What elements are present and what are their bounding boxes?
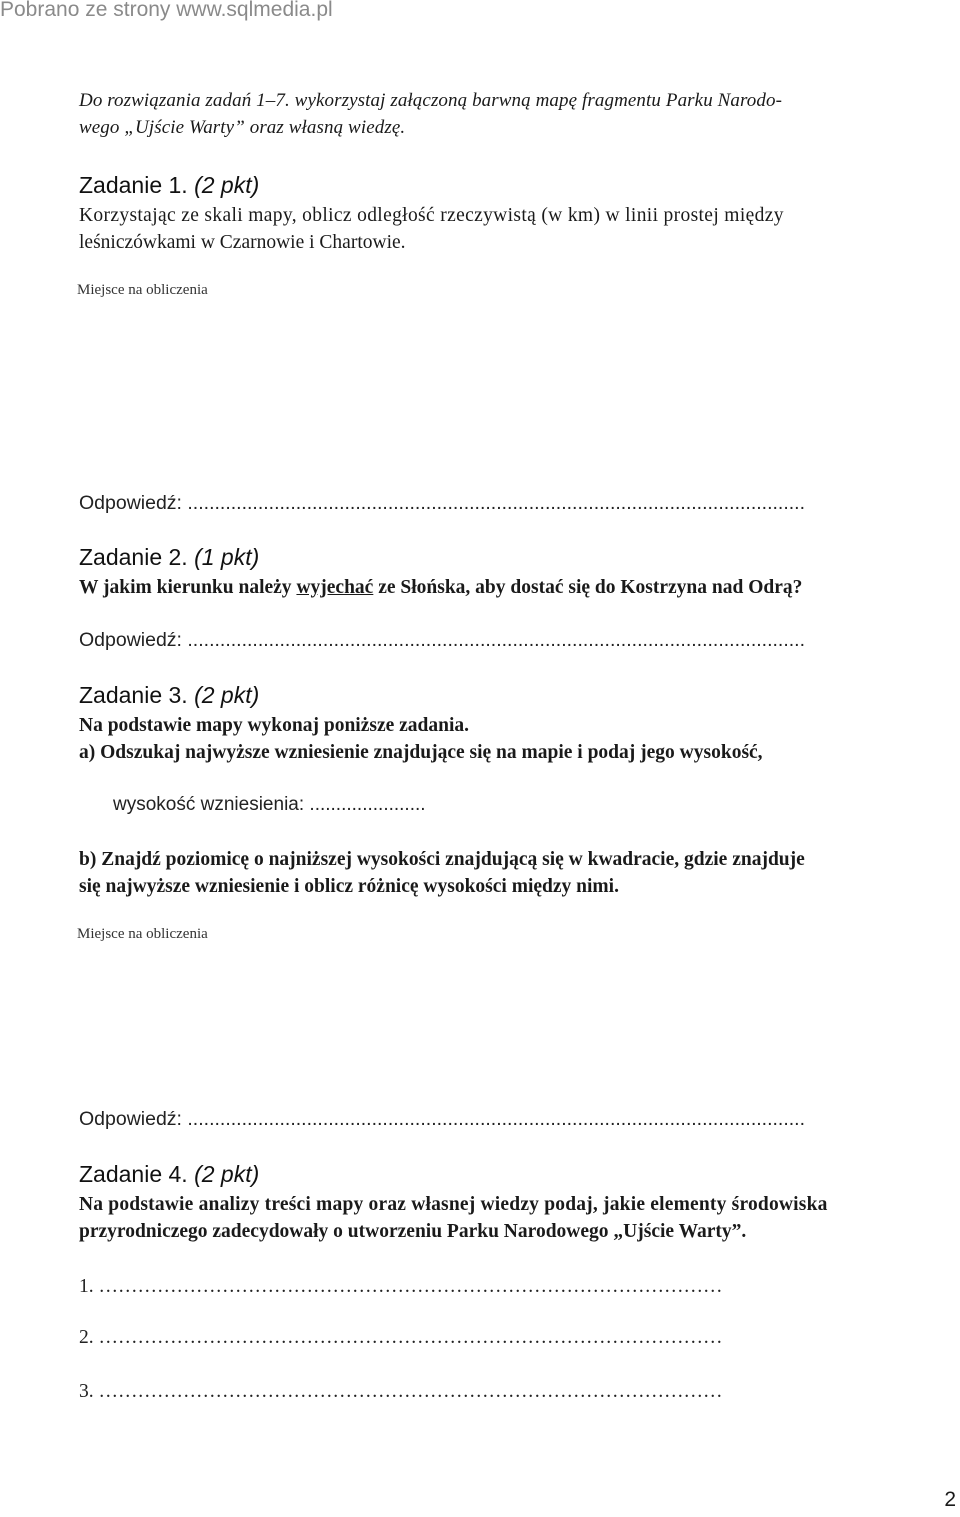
task1-answer-line[interactable]: Odpowiedź: .................................................................................................................. <box>79 492 806 514</box>
task4-question-line-2: przyrodniczego zadecydowały o utworzeniu Parku Narodowego „Ujście Warty”. <box>79 1221 747 1242</box>
task4-title <box>79 1161 259 1188</box>
calc-space-label-2: Miejsce na obliczenia <box>77 926 208 942</box>
intro-line-1: Do rozwiązania zadań 1–7. wykorzystaj załączoną barwną mapę fragmentu Parku Narodo- <box>79 90 783 111</box>
source-banner: Pobrano ze strony www.sqlmedia.pl <box>0 0 333 21</box>
task2-points: (1 pkt) <box>194 544 260 570</box>
task3-intro: Na podstawie mapy wykonaj poniższe zadania. <box>79 715 470 736</box>
task2-title-text: Zadanie 2. <box>79 544 195 570</box>
task3-title-text: Zadanie 3. <box>79 682 195 708</box>
task4-answer-item-2[interactable]: 2. …………………………………………………………………………………… <box>79 1327 723 1348</box>
task4-question-line-1: Na podstawie analizy treści mapy oraz własnej wiedzy podaj, jakie elementy środowiska <box>79 1194 828 1215</box>
task4-title-text: Zadanie 4. <box>79 1161 195 1187</box>
task3-points: (2 pkt) <box>194 682 260 708</box>
task3-part-b-line-1: b) Znajdź poziomicę o najniższej wysokości znajdującą się w kwadracie, gdzie znajduje <box>79 849 805 870</box>
task3-a-answer-line[interactable]: wysokość wzniesienia: ...................... <box>113 794 426 815</box>
task4-answer-item-1[interactable]: 1. …………………………………………………………………………………… <box>79 1276 723 1297</box>
task4-points: (2 pkt) <box>194 1161 260 1187</box>
task1-title-text: Zadanie 1. <box>79 172 195 198</box>
task2-question <box>79 577 802 599</box>
intro-line-2: wego „Ujście Warty” oraz własną wiedzę. <box>79 117 406 138</box>
task2-answer-line[interactable]: Odpowiedź: .................................................................................................................. <box>79 629 806 651</box>
task3-part-b-line-2: się najwyższe wzniesienie i oblicz różnicę wysokości między nimi. <box>79 876 619 897</box>
task3-answer-line[interactable]: Odpowiedź: .................................................................................................................. <box>79 1108 806 1130</box>
task2-question-end: ze Słońska, aby dostać się do Kostrzyna nad Odrą? <box>373 577 803 598</box>
task1-question-line-2: leśniczówkami w Czarnowie i Chartowie. <box>79 232 406 253</box>
task2-title <box>79 544 259 571</box>
task2-question-start: W jakim kierunku należy <box>79 577 297 598</box>
task1-question-line-1: Korzystając ze skali mapy, oblicz odległość rzeczywistą (w km) w linii prostej między <box>79 205 784 226</box>
task1-title <box>79 172 259 199</box>
task4-answer-item-3[interactable]: 3. …………………………………………………………………………………… <box>79 1381 723 1402</box>
task2-question-underlined: wyjechać <box>296 577 374 598</box>
task3-part-a: a) Odszukaj najwyższe wzniesienie znajdujące się na mapie i podaj jego wysokość, <box>79 742 763 763</box>
calc-space-label-1: Miejsce na obliczenia <box>77 282 208 298</box>
page-number: 2 <box>944 1488 956 1511</box>
task1-points: (2 pkt) <box>194 172 260 198</box>
task3-title <box>79 682 259 709</box>
